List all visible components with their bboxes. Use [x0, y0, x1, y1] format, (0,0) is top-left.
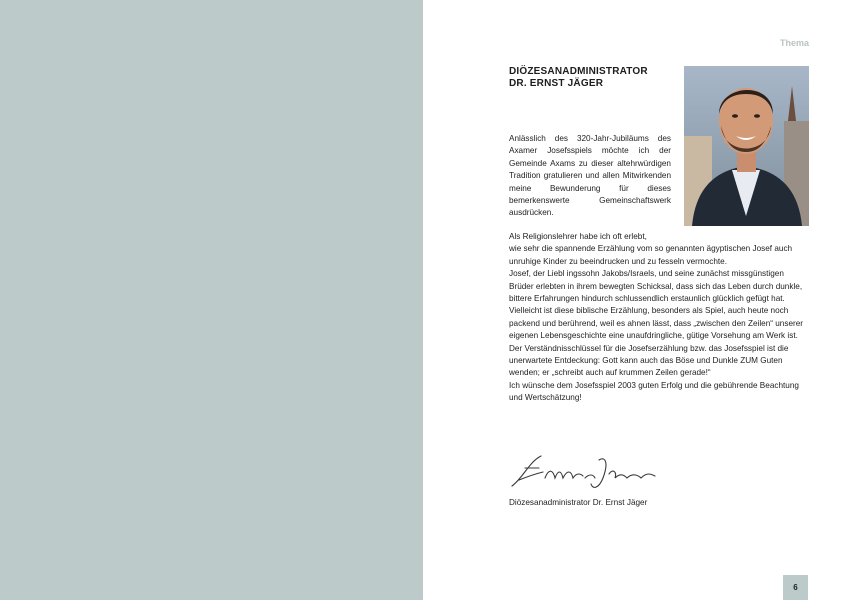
- body-line: wie sehr die spannende Erzählung vom so genannten ägyptischen Josef auch unruhige Kinder zu beeindrucken und zu fesseln vermochte.: [509, 244, 793, 266]
- page-title: [509, 66, 679, 90]
- body-line: Der Verständnisschlüssel für die Josefserzählung bzw. das Josefsspiel ist die unerwartete Entdeckung: Gott kann auch das Böse und Dunkle ZUM Guten wenden; er „schreibt auch auf krummen Zeilen gerade!“: [509, 343, 789, 378]
- section-label: Thema: [779, 38, 809, 48]
- body-line: Als Religionslehrer habe ich oft erlebt,: [509, 232, 647, 241]
- page-number: 6: [783, 575, 808, 600]
- body-line: Josef, der Liebl ingssohn Jakobs/Israels, und seine zunächst missgünstigen Brüder erlebten in ihrem bewegten Schicksal, dass sich das Leben durch dunkle, bittere Erfahrungen hindurch schlussendlich erstaunlich glücklich gefügt hat. Vielleicht ist diese biblische Erzählung, besonders als Spiel, auch heute noch packend und berührend, weil es ahnen lässt, dass „zwischen den Zeilen“ unserer eigenen Lebensgeschichte eine unaufdringliche, gütige Vorsehung am Werk ist.: [509, 269, 804, 341]
- body-line: Ich wünsche dem Josefsspiel 2003 guten Erfolg und die gebührende Beachtung und Wertschätzung!: [509, 380, 799, 403]
- title-line: DIÖZESANADMINISTRATOR: [509, 66, 648, 77]
- portrait-photo: [684, 66, 809, 226]
- handwritten-signature: [509, 448, 659, 492]
- intro-paragraph: Anlässlich des 320-Jahr-Jubiläums des Axamer Josefsspiels möchte ich der Gemeinde Axams zu dieser altehrwürdigen Tradition gratulieren und allen Mitwirkenden meine Bewunderung für dieses bemerkenswerte Gemeinschaftswerk ausdrücken.: [509, 134, 671, 218]
- title-line: DR. ERNST JÄGER: [509, 78, 604, 89]
- body-text: [509, 231, 809, 405]
- page-right: [423, 0, 846, 600]
- signature-name: Diözesanadministrator Dr. Ernst Jäger: [509, 498, 648, 507]
